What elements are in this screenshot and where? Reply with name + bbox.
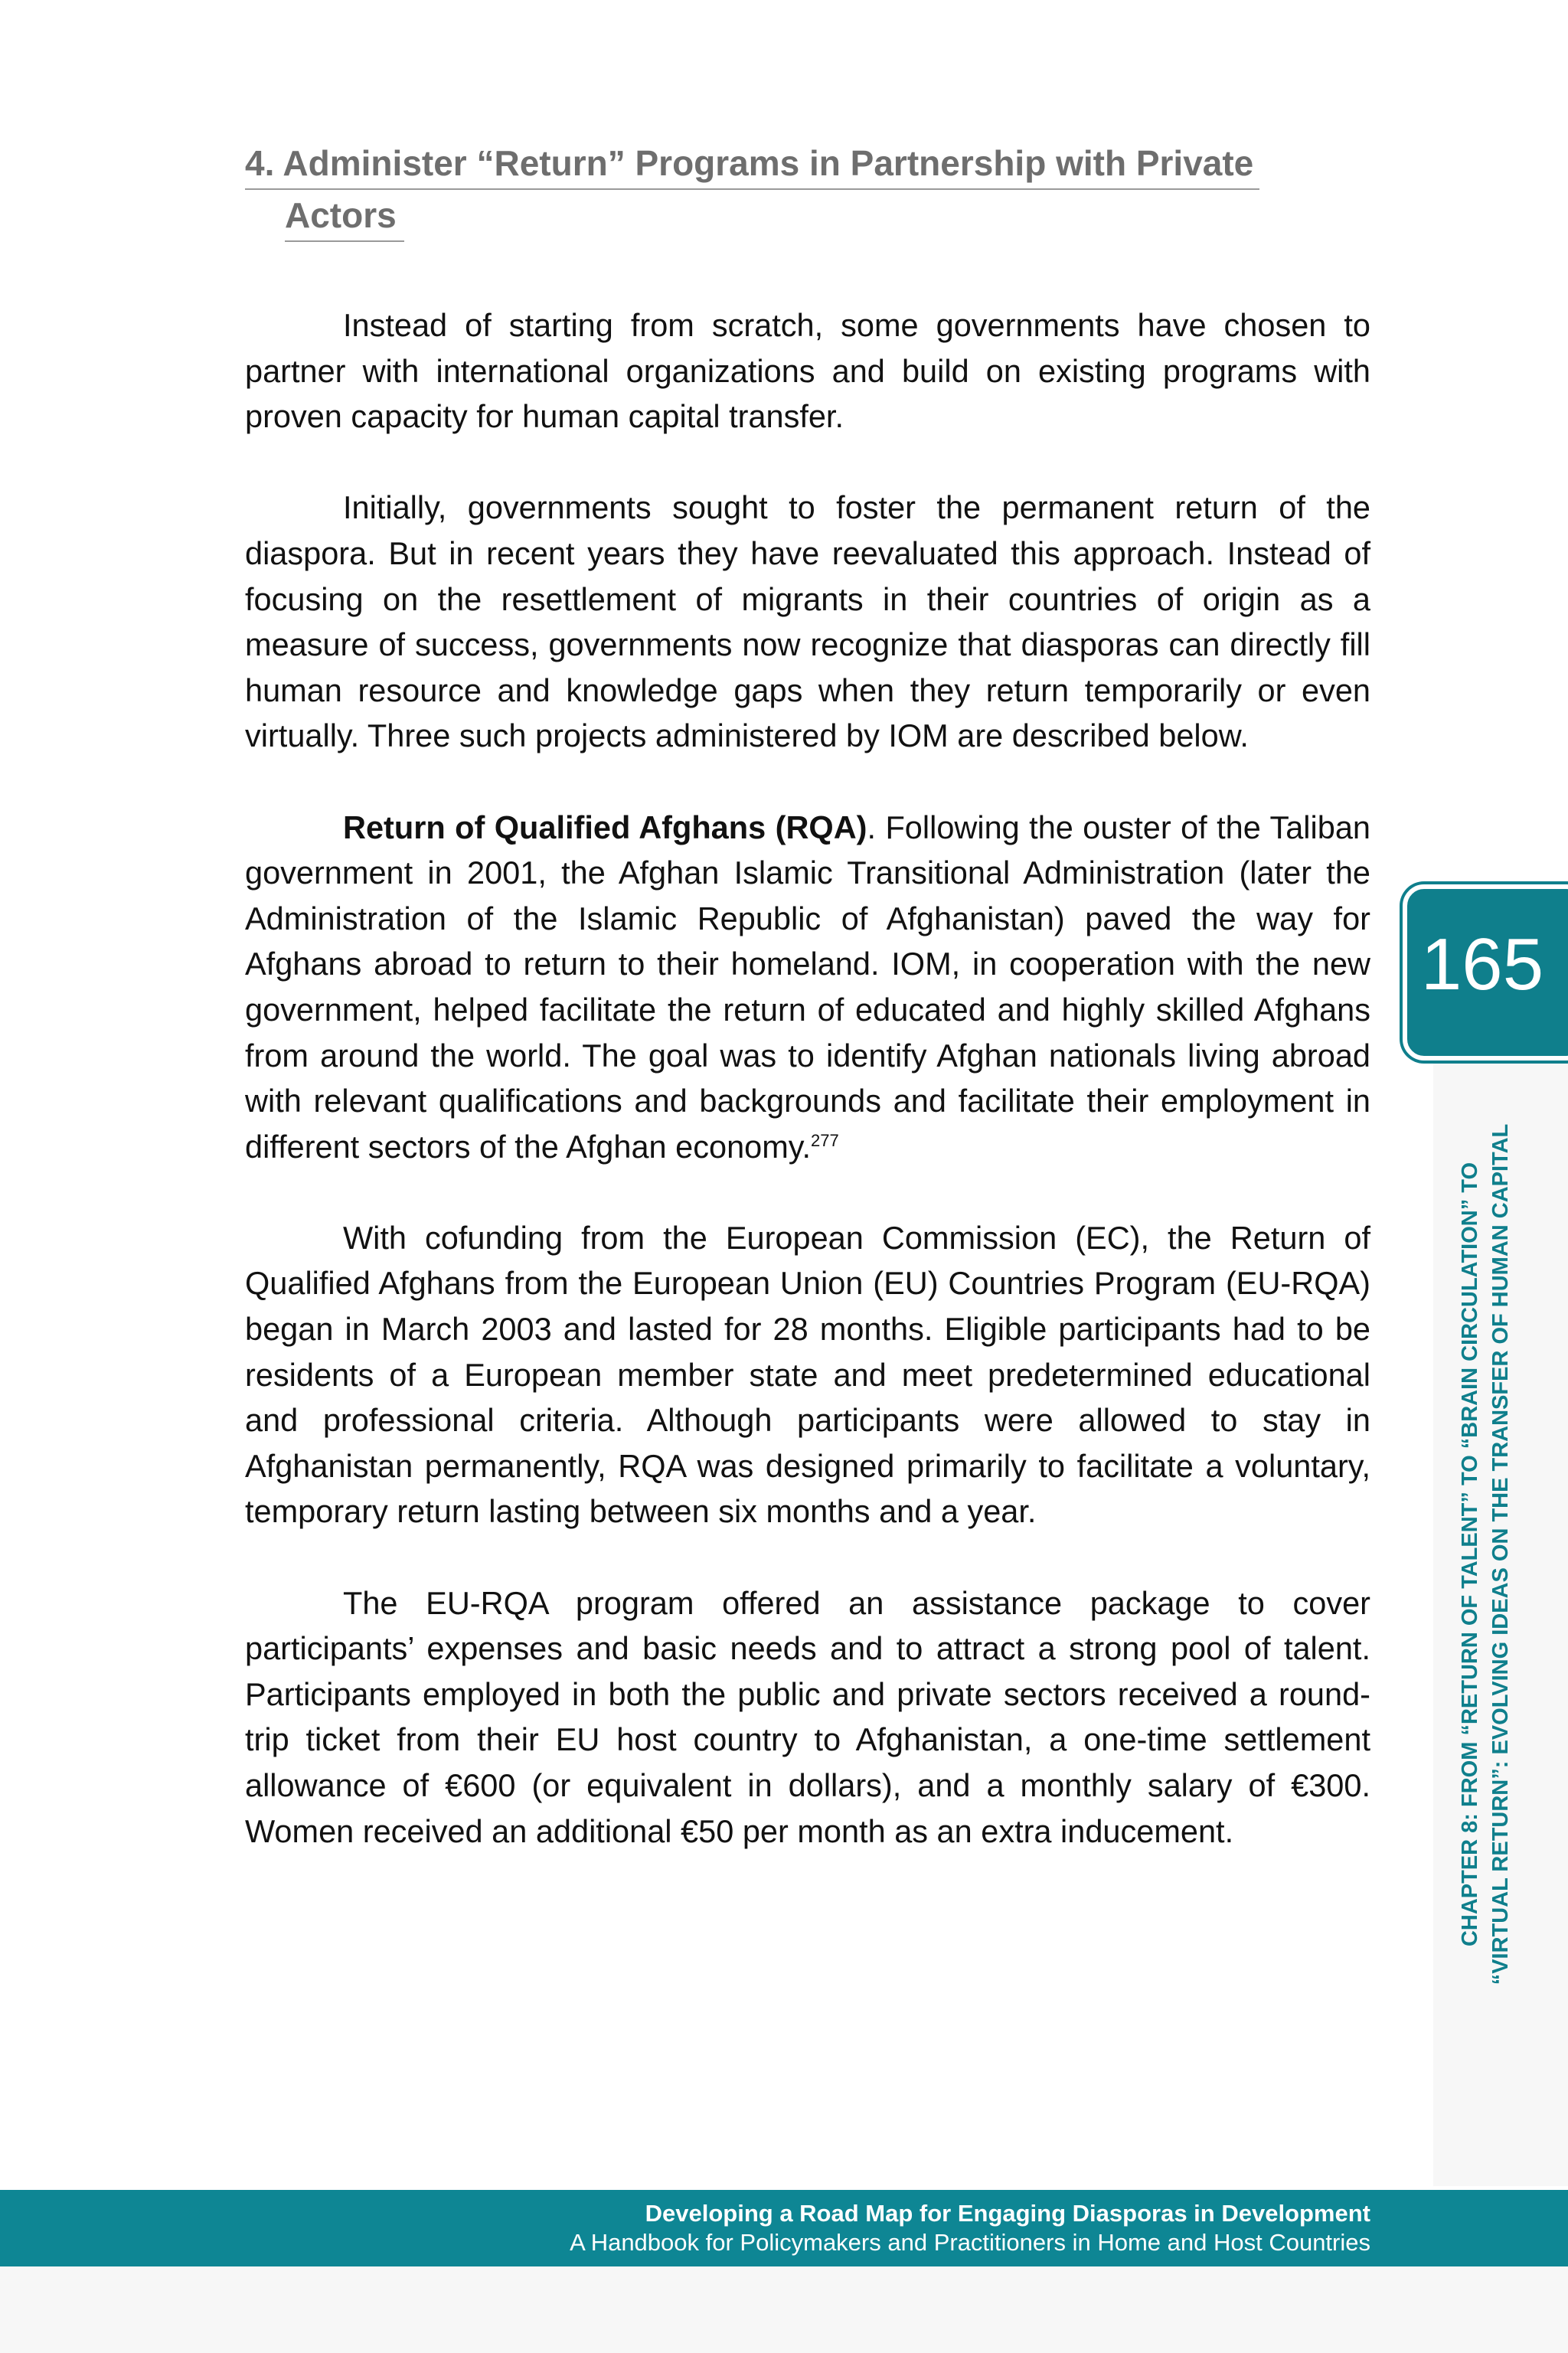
footer-book-title: Developing a Road Map for Engaging Diasporas in Development	[645, 2200, 1370, 2227]
footer-book-subtitle: A Handbook for Policymakers and Practitioners in Home and Host Countries	[570, 2229, 1370, 2256]
paragraph-2: Initially, governments sought to foster the permanent return of the diaspora. But in recent years they have reevaluated this approach. Instead of focusing on the resettlement of migrants in their countries of origin as a measure of success, governments now recognize that diasporas can directly fill human resource and knowledge gaps when they return temporarily or even virtually. Three such projects administered by IOM are described below.	[245, 489, 1370, 754]
section-heading-line2: Actors	[285, 190, 404, 242]
paragraph-3-text: . Following the ouster of the Taliban government in 2001, the Afghan Islamic Transitional Administration (later the Administration of the Islamic Republic of Afghanistan) paved the way for Afghans abroad to return to their homeland. IOM, in cooperation with the new government, helped facilitate the return of educated and highly skilled Afghans from around the world. The goal was to identify Afghan nationals living abroad with relevant qualifications and backgrounds and facilitate their employment in different sectors of the Afghan economy.	[245, 809, 1370, 1165]
paragraph-5: The EU-RQA program offered an assistance package to cover participants’ expenses and basic needs and to attract a strong pool of talent. Participants employed in both the public and private sectors received a round-trip ticket from their EU host country to Afghanistan, a one-time settlement allowance of €600 (or equivalent in dollars), and a monthly salary of €300. Women received an additional €50 per month as an extra inducement.	[245, 1584, 1370, 1849]
chapter-running-title	[1455, 1057, 1547, 2052]
page-number: 165	[1420, 923, 1544, 1005]
paragraph-1: Instead of starting from scratch, some governments have chosen to partner with international organizations and build on existing programs with proven capacity for human capital transfer.	[245, 307, 1370, 435]
section-heading-line1: 4. Administer “Return” Programs in Partnership with Private	[245, 138, 1259, 190]
rqa-bold-title: Return of Qualified Afghans (RQA)	[343, 809, 867, 845]
chapter-title-line2: “VIRTUAL RETURN”: EVOLVING IDEAS ON THE TRANSFER OF HUMAN CAPITAL	[1488, 1123, 1513, 1985]
footer-lower-band	[0, 2266, 1568, 2353]
chapter-title-line1: CHAPTER 8: FROM “RETURN OF TALENT” TO “BRAIN CIRCULATION” TO	[1458, 1162, 1482, 1947]
body-text	[245, 302, 1370, 1900]
section-heading	[245, 138, 1286, 242]
paragraph-4: With cofunding from the European Commission (EC), the Return of Qualified Afghans from the European Union (EU) Countries Program (EU-RQA) began in March 2003 and lasted for 28 months. Eligible participants had to be residents of a European member state and meet predetermined educational and professional criteria. Although participants were allowed to stay in Afghanistan permanently, RQA was designed primarily to facilitate a voluntary, temporary return lasting between six months and a year.	[245, 1219, 1370, 1530]
paragraph-3	[245, 805, 1370, 1170]
footnote-ref: 277	[811, 1130, 839, 1150]
